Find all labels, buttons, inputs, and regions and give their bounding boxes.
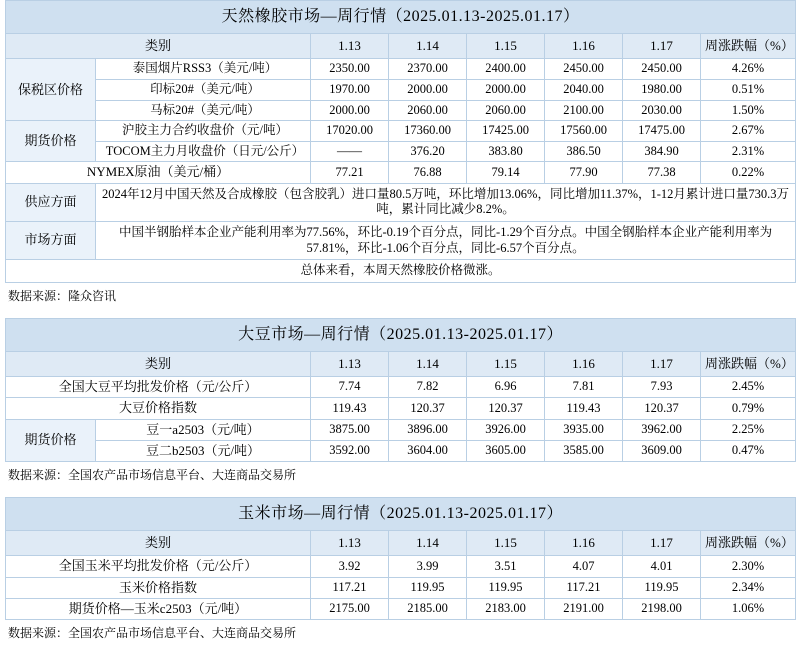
cell-value: 384.90: [623, 141, 701, 162]
cell-value: 4.07: [545, 556, 623, 577]
table-title-row: [6, 1, 796, 34]
cell-change: 2.25%: [701, 419, 796, 440]
cell-value: 3926.00: [467, 419, 545, 440]
summary-text: 总体来看，本周天然橡胶价格微涨。: [6, 260, 796, 283]
summary-row: [6, 260, 796, 283]
table-row: [6, 121, 796, 142]
cell-value: 119.43: [545, 398, 623, 419]
cell-change: 2.45%: [701, 377, 796, 398]
header-date-3: 1.15: [467, 34, 545, 59]
source-note: 数据来源：全国农产品市场信息平台、大连商品交易所: [8, 626, 297, 640]
cell-value: 3962.00: [623, 419, 701, 440]
cell-value: 3605.00: [467, 440, 545, 461]
row-label: 豆一a2503（元/吨）: [96, 419, 311, 440]
header-date-3: 1.15: [467, 351, 545, 376]
source-note: 数据来源：全国农产品市场信息平台、大连商品交易所: [8, 468, 297, 482]
cell-value: 120.37: [467, 398, 545, 419]
table-row: [6, 440, 796, 461]
table-title-row: [6, 318, 796, 351]
cell-value: 2000.00: [311, 100, 389, 121]
table-row: [6, 59, 796, 80]
header-date-4: 1.16: [545, 34, 623, 59]
cell-value: 3.99: [389, 556, 467, 577]
cell-value: 77.38: [623, 162, 701, 183]
cell-value: 2450.00: [623, 59, 701, 80]
cell-value: 3592.00: [311, 440, 389, 461]
cell-value: 77.21: [311, 162, 389, 183]
table-row: [6, 100, 796, 121]
table-row: [6, 398, 796, 419]
rubber-market-block: [0, 0, 800, 304]
cell-value: 3.51: [467, 556, 545, 577]
header-date-1: 1.13: [311, 531, 389, 556]
header-date-4: 1.16: [545, 531, 623, 556]
paragraph-label-market: 市场方面: [6, 221, 96, 259]
table-title: 天然橡胶市场—周行情（2025.01.13-2025.01.17）: [6, 1, 796, 34]
header-category: 类别: [6, 351, 311, 376]
cell-value: 2400.00: [467, 59, 545, 80]
cell-value: 1980.00: [623, 79, 701, 100]
paragraph-text-supply: 2024年12月中国天然及合成橡胶（包含胶乳）进口量80.5万吨，环比增加13.06%，同比增加11.37%，1-12月累计进口量730.3万吨，累计同比减少8.2%。: [96, 183, 796, 221]
cell-value: 2350.00: [311, 59, 389, 80]
row-label: NYMEX原油（美元/桶）: [6, 162, 311, 183]
cell-value: 117.21: [545, 577, 623, 598]
cell-value: 119.95: [389, 577, 467, 598]
header-change: 周涨跌幅（%）: [701, 34, 796, 59]
table-header-row: [6, 531, 796, 556]
cell-value: 2000.00: [389, 79, 467, 100]
cell-value: 383.80: [467, 141, 545, 162]
row-label: 马标20#（美元/吨）: [96, 100, 311, 121]
cell-value: 2191.00: [545, 598, 623, 619]
corn-market-block: [0, 497, 800, 641]
corn-market-table: [5, 497, 796, 620]
cell-value: 7.81: [545, 377, 623, 398]
cell-value: 376.20: [389, 141, 467, 162]
cell-value: 119.95: [623, 577, 701, 598]
cell-value: 17360.00: [389, 121, 467, 142]
cell-value: 3.92: [311, 556, 389, 577]
paragraph-label-supply: 供应方面: [6, 183, 96, 221]
cell-value: 17020.00: [311, 121, 389, 142]
table-row: [6, 162, 796, 183]
cell-value: 119.95: [467, 577, 545, 598]
header-date-3: 1.15: [467, 531, 545, 556]
cell-value: 117.21: [311, 577, 389, 598]
cell-change: 0.22%: [701, 162, 796, 183]
table-title: 玉米市场—周行情（2025.01.13-2025.01.17）: [6, 498, 796, 531]
table-title-row: [6, 498, 796, 531]
header-date-1: 1.13: [311, 34, 389, 59]
cell-value: 76.88: [389, 162, 467, 183]
cell-value: 2060.00: [389, 100, 467, 121]
cell-value: 7.74: [311, 377, 389, 398]
row-label: 泰国烟片RSS3（美元/吨）: [96, 59, 311, 80]
header-date-5: 1.17: [623, 351, 701, 376]
cell-change: 2.67%: [701, 121, 796, 142]
table-row: [6, 577, 796, 598]
header-date-4: 1.16: [545, 351, 623, 376]
cell-value: 2030.00: [623, 100, 701, 121]
group-label-bonded-price: 保税区价格: [6, 59, 96, 121]
cell-value: 17560.00: [545, 121, 623, 142]
cell-value: 77.90: [545, 162, 623, 183]
cell-value: 3604.00: [389, 440, 467, 461]
cell-value: 17425.00: [467, 121, 545, 142]
row-label: 沪胶主力合约收盘价（元/吨）: [96, 121, 311, 142]
table-title: 大豆市场—周行情（2025.01.13-2025.01.17）: [6, 318, 796, 351]
cell-value: 3875.00: [311, 419, 389, 440]
source-note: 数据来源：隆众咨讯: [8, 288, 117, 303]
group-label-futures-price: 期货价格: [6, 419, 96, 462]
row-label: 印标20#（美元/吨）: [96, 79, 311, 100]
header-change: 周涨跌幅（%）: [701, 351, 796, 376]
cell-value: 3609.00: [623, 440, 701, 461]
table-row: [6, 183, 796, 221]
cell-value: 6.96: [467, 377, 545, 398]
row-label: 豆二b2503（元/吨）: [96, 440, 311, 461]
header-date-2: 1.14: [389, 34, 467, 59]
block-spacer: [0, 304, 800, 318]
cell-change: 2.31%: [701, 141, 796, 162]
cell-value: 3585.00: [545, 440, 623, 461]
cell-value: 1970.00: [311, 79, 389, 100]
header-category: 类别: [6, 531, 311, 556]
cell-value: 2450.00: [545, 59, 623, 80]
cell-value: 2175.00: [311, 598, 389, 619]
cell-value: 2100.00: [545, 100, 623, 121]
header-date-5: 1.17: [623, 531, 701, 556]
block-spacer: [0, 483, 800, 497]
header-date-2: 1.14: [389, 351, 467, 376]
soybean-market-block: [0, 318, 800, 483]
table-row: [6, 221, 796, 259]
group-label-futures-price: 期货价格: [6, 121, 96, 162]
cell-change: 1.06%: [701, 598, 796, 619]
cell-value: 120.37: [389, 398, 467, 419]
table-row: [6, 79, 796, 100]
table-row: [6, 419, 796, 440]
row-label: TOCOM主力月收盘价（日元/公斤）: [96, 141, 311, 162]
cell-value: 2198.00: [623, 598, 701, 619]
row-label: 全国大豆平均批发价格（元/公斤）: [6, 377, 311, 398]
cell-value: 2183.00: [467, 598, 545, 619]
cell-change: 2.34%: [701, 577, 796, 598]
header-date-5: 1.17: [623, 34, 701, 59]
cell-value: 79.14: [467, 162, 545, 183]
table-row: [6, 377, 796, 398]
cell-value: 119.43: [311, 398, 389, 419]
row-label: 玉米价格指数: [6, 577, 311, 598]
table-row: [6, 556, 796, 577]
cell-value: 3935.00: [545, 419, 623, 440]
header-change: 周涨跌幅（%）: [701, 531, 796, 556]
cell-value: 120.37: [623, 398, 701, 419]
cell-value: 3896.00: [389, 419, 467, 440]
cell-value: 2060.00: [467, 100, 545, 121]
cell-value: 2040.00: [545, 79, 623, 100]
table-header-row: [6, 351, 796, 376]
cell-value: 2000.00: [467, 79, 545, 100]
cell-value: 17475.00: [623, 121, 701, 142]
cell-change: 4.26%: [701, 59, 796, 80]
paragraph-text-market: 中国半钢胎样本企业产能利用率为77.56%，环比-0.19个百分点，同比-1.29个百分点。中国全钢胎样本企业产能利用率为57.81%，环比-1.06个百分点，同比-6.57个百分点。: [96, 221, 796, 259]
soybean-market-table: [5, 318, 796, 462]
cell-value: 7.93: [623, 377, 701, 398]
cell-change: 1.50%: [701, 100, 796, 121]
cell-change: 2.30%: [701, 556, 796, 577]
row-label: 期货价格—玉米c2503（元/吨）: [6, 598, 311, 619]
cell-change: 0.51%: [701, 79, 796, 100]
header-date-2: 1.14: [389, 531, 467, 556]
table-row: [6, 598, 796, 619]
header-category: 类别: [6, 34, 311, 59]
row-label: 全国玉米平均批发价格（元/公斤）: [6, 556, 311, 577]
cell-value: 7.82: [389, 377, 467, 398]
cell-value: ——: [311, 141, 389, 162]
row-label: 大豆价格指数: [6, 398, 311, 419]
cell-value: 2370.00: [389, 59, 467, 80]
cell-change: 0.47%: [701, 440, 796, 461]
table-header-row: [6, 34, 796, 59]
cell-value: 386.50: [545, 141, 623, 162]
cell-value: 4.01: [623, 556, 701, 577]
table-row: [6, 141, 796, 162]
cell-change: 0.79%: [701, 398, 796, 419]
header-date-1: 1.13: [311, 351, 389, 376]
cell-value: 2185.00: [389, 598, 467, 619]
rubber-market-table: [5, 0, 796, 283]
